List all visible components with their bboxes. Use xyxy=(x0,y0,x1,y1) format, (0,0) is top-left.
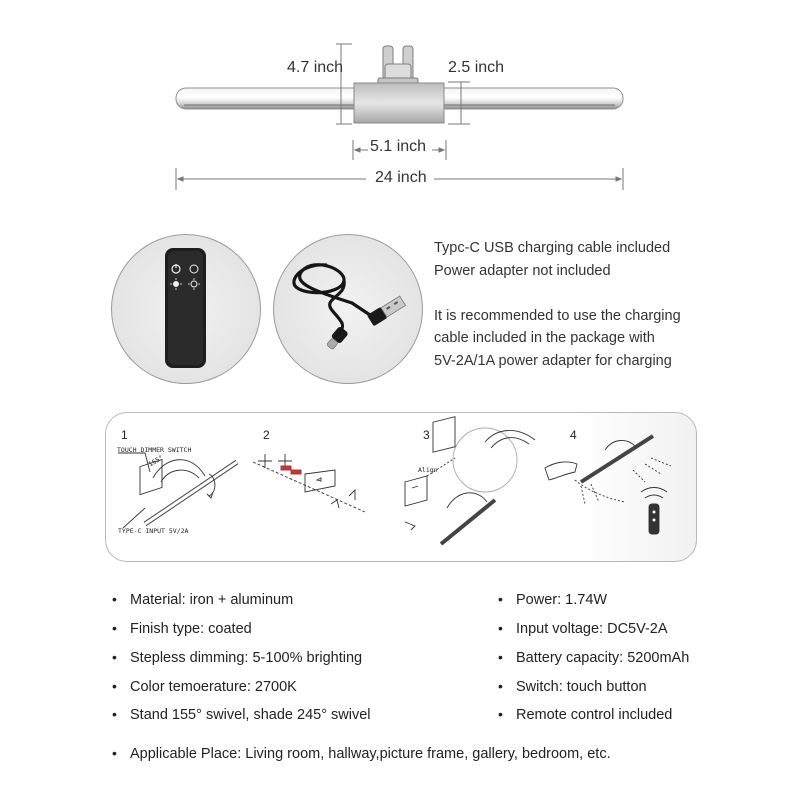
bullet: • xyxy=(112,706,117,722)
spec-left-0 xyxy=(112,591,293,608)
step-4-number: 4 xyxy=(570,428,577,442)
spec-text: Material: iron + aluminum xyxy=(130,592,294,608)
spec-left-2 xyxy=(112,649,362,666)
bullet: • xyxy=(112,678,117,694)
spec-text: Remote control included xyxy=(516,707,673,723)
base-width-label: 5.1 inch xyxy=(370,138,427,155)
typec-input-label: TYPE-C INPUT 5V/2A xyxy=(118,527,189,535)
total-length-label: 24 inch xyxy=(375,169,427,186)
spec-right-4 xyxy=(498,706,672,723)
bullet: • xyxy=(112,745,117,761)
spec-left-3 xyxy=(112,678,297,695)
bullet: • xyxy=(112,620,117,636)
spec-right-3 xyxy=(498,678,647,695)
spec-right-0 xyxy=(498,591,607,608)
align-label: Align xyxy=(418,466,438,474)
charging-line-2: Power adapter not included xyxy=(434,262,611,279)
charging-line-3: It is recommended to use the charging xyxy=(434,307,681,324)
swivel-angle-label: 155° xyxy=(147,453,165,469)
bullet: • xyxy=(498,620,503,636)
spec-text: Stand 155° swivel, shade 245° swivel xyxy=(130,707,371,723)
step-2-number: 2 xyxy=(263,428,270,442)
spec-text: Stepless dimming: 5-100% brighting xyxy=(130,650,363,666)
bullet: • xyxy=(498,649,503,665)
applicable-place xyxy=(112,745,611,762)
bullet: • xyxy=(498,706,503,722)
spec-text: Switch: touch button xyxy=(516,679,647,695)
charging-line-4: cable included in the package with xyxy=(434,330,655,346)
charging-line-1: Typc-C USB charging cable included xyxy=(434,240,671,256)
spec-text: Color temoerature: 2700K xyxy=(130,679,297,695)
height-right-label: 2.5 inch xyxy=(448,59,505,76)
step-3-number: 3 xyxy=(423,428,430,442)
touch-switch-label: TOUCH DIMMER SWITCH xyxy=(117,446,192,454)
bullet: • xyxy=(498,591,503,607)
step-1-number: 1 xyxy=(121,428,128,442)
spec-text: Power: 1.74W xyxy=(516,592,608,608)
bullet: • xyxy=(112,649,117,665)
applicable-text: Applicable Place: Living room, hallway,picture frame, gallery, bedroom, etc. xyxy=(130,746,611,762)
bullet: • xyxy=(112,591,117,607)
spec-left-4 xyxy=(112,706,371,723)
spec-text: Battery capacity: 5200mAh xyxy=(516,650,690,666)
spec-right-2 xyxy=(498,649,689,666)
height-left-label: 4.7 inch xyxy=(287,59,344,76)
spec-text: Finish type: coated xyxy=(130,621,252,637)
spec-left-1 xyxy=(112,620,252,637)
spec-text: Input voltage: DC5V-2A xyxy=(516,621,668,637)
charging-line-5: 5V-2A/1A power adapter for charging xyxy=(434,352,672,369)
spec-right-1 xyxy=(498,620,668,637)
bullet: • xyxy=(498,678,503,694)
